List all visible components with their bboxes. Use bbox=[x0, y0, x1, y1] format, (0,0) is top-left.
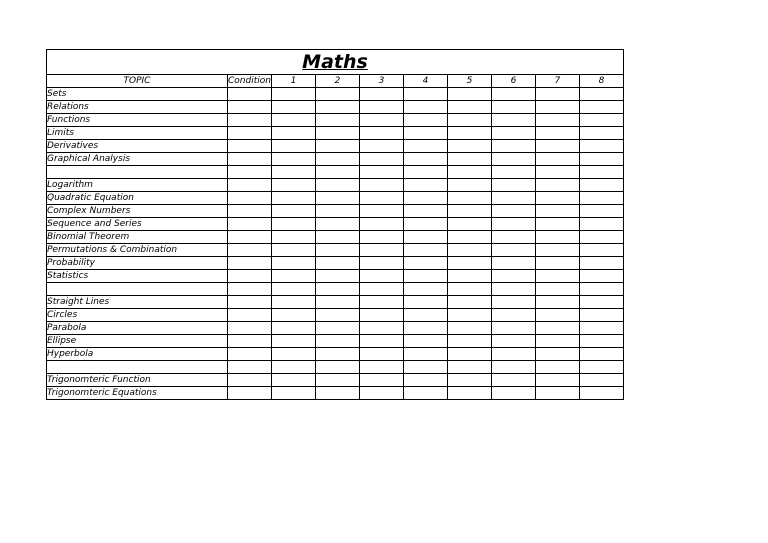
score-cell[interactable] bbox=[272, 257, 316, 270]
score-cell[interactable] bbox=[316, 244, 360, 257]
score-cell[interactable] bbox=[536, 348, 580, 361]
score-cell[interactable] bbox=[316, 114, 360, 127]
score-cell[interactable] bbox=[272, 296, 316, 309]
table-row bbox=[47, 205, 624, 218]
score-cell[interactable] bbox=[492, 361, 536, 374]
table-row bbox=[47, 270, 624, 283]
score-cell[interactable] bbox=[492, 114, 536, 127]
score-cell[interactable] bbox=[536, 166, 580, 179]
condition-cell[interactable] bbox=[228, 348, 272, 361]
score-cell[interactable] bbox=[360, 101, 404, 114]
topic-cell[interactable]: Permutations & Combination bbox=[47, 244, 228, 257]
score-cell[interactable] bbox=[404, 101, 448, 114]
score-cell[interactable] bbox=[536, 231, 580, 244]
topic-cell[interactable]: Functions bbox=[47, 114, 228, 127]
condition-cell[interactable] bbox=[228, 101, 272, 114]
score-cell[interactable] bbox=[536, 153, 580, 166]
score-cell[interactable] bbox=[404, 231, 448, 244]
topic-cell[interactable]: Ellipse bbox=[47, 335, 228, 348]
score-cell[interactable] bbox=[272, 218, 316, 231]
score-cell[interactable] bbox=[272, 192, 316, 205]
score-cell[interactable] bbox=[272, 101, 316, 114]
score-cell[interactable] bbox=[448, 88, 492, 101]
score-cell[interactable] bbox=[580, 192, 624, 205]
header-condition: Condition bbox=[228, 76, 271, 86]
topic-cell[interactable]: Probability bbox=[47, 257, 228, 270]
header-col-8: 8 bbox=[580, 75, 624, 88]
score-cell[interactable] bbox=[316, 309, 360, 322]
score-cell[interactable] bbox=[536, 270, 580, 283]
score-cell[interactable] bbox=[536, 322, 580, 335]
score-cell[interactable] bbox=[360, 127, 404, 140]
table-row bbox=[47, 374, 624, 387]
score-cell[interactable] bbox=[360, 140, 404, 153]
topic-cell[interactable]: Logarithm bbox=[47, 179, 228, 192]
condition-cell[interactable] bbox=[228, 205, 272, 218]
score-cell[interactable] bbox=[316, 218, 360, 231]
condition-cell[interactable] bbox=[228, 114, 272, 127]
score-cell[interactable] bbox=[272, 231, 316, 244]
score-cell[interactable] bbox=[580, 361, 624, 374]
condition-cell[interactable] bbox=[228, 179, 272, 192]
score-cell[interactable] bbox=[272, 270, 316, 283]
score-cell[interactable] bbox=[448, 374, 492, 387]
score-cell[interactable] bbox=[492, 153, 536, 166]
score-cell[interactable] bbox=[272, 348, 316, 361]
score-cell[interactable] bbox=[272, 361, 316, 374]
score-cell[interactable] bbox=[536, 140, 580, 153]
score-cell[interactable] bbox=[272, 153, 316, 166]
score-cell[interactable] bbox=[316, 205, 360, 218]
condition-cell[interactable] bbox=[228, 322, 272, 335]
score-cell[interactable] bbox=[536, 257, 580, 270]
score-cell[interactable] bbox=[492, 127, 536, 140]
score-cell[interactable] bbox=[492, 244, 536, 257]
score-cell[interactable] bbox=[492, 192, 536, 205]
topic-cell[interactable]: Complex Numbers bbox=[47, 205, 228, 218]
score-cell[interactable] bbox=[580, 244, 624, 257]
score-cell[interactable] bbox=[360, 348, 404, 361]
score-cell[interactable] bbox=[404, 387, 448, 400]
table-row bbox=[47, 387, 624, 400]
score-cell[interactable] bbox=[316, 127, 360, 140]
topic-cell[interactable]: Binomial Theorem bbox=[47, 231, 228, 244]
score-cell[interactable] bbox=[448, 361, 492, 374]
maths-topic-table bbox=[46, 49, 624, 400]
score-cell[interactable] bbox=[492, 179, 536, 192]
score-cell[interactable] bbox=[448, 257, 492, 270]
topic-cell[interactable]: Hyperbola bbox=[47, 348, 228, 361]
score-cell[interactable] bbox=[360, 153, 404, 166]
condition-cell[interactable] bbox=[228, 387, 272, 400]
topic-cell[interactable]: Quadratic Equation bbox=[47, 192, 228, 205]
topic-cell[interactable]: Sets bbox=[47, 88, 228, 101]
score-cell[interactable] bbox=[272, 387, 316, 400]
topic-cell[interactable]: Trigonomteric Equations bbox=[47, 387, 228, 400]
table-row bbox=[47, 322, 624, 335]
score-cell[interactable] bbox=[360, 114, 404, 127]
table-row bbox=[47, 88, 624, 101]
table-row bbox=[47, 309, 624, 322]
score-cell[interactable] bbox=[536, 361, 580, 374]
score-cell[interactable] bbox=[536, 374, 580, 387]
table-row bbox=[47, 348, 624, 361]
condition-cell[interactable] bbox=[228, 127, 272, 140]
score-cell[interactable] bbox=[492, 140, 536, 153]
score-cell[interactable] bbox=[580, 127, 624, 140]
condition-cell[interactable] bbox=[228, 153, 272, 166]
score-cell[interactable] bbox=[536, 101, 580, 114]
score-cell[interactable] bbox=[492, 348, 536, 361]
topic-cell[interactable]: Circles bbox=[47, 309, 228, 322]
condition-cell[interactable] bbox=[228, 296, 272, 309]
score-cell[interactable] bbox=[360, 166, 404, 179]
score-cell[interactable] bbox=[404, 309, 448, 322]
score-cell[interactable] bbox=[360, 322, 404, 335]
topic-cell[interactable]: Graphical Analysis bbox=[47, 153, 228, 166]
score-cell[interactable] bbox=[272, 244, 316, 257]
score-cell[interactable] bbox=[272, 140, 316, 153]
score-cell[interactable] bbox=[536, 283, 580, 296]
score-cell[interactable] bbox=[580, 153, 624, 166]
topic-rows bbox=[47, 88, 624, 400]
condition-cell[interactable] bbox=[228, 218, 272, 231]
score-cell[interactable] bbox=[272, 205, 316, 218]
score-cell[interactable] bbox=[448, 179, 492, 192]
score-cell[interactable] bbox=[492, 296, 536, 309]
condition-cell[interactable] bbox=[228, 361, 272, 374]
topic-cell[interactable]: Derivatives bbox=[47, 140, 228, 153]
score-cell[interactable] bbox=[272, 283, 316, 296]
score-cell[interactable] bbox=[316, 166, 360, 179]
score-cell[interactable] bbox=[404, 322, 448, 335]
score-cell[interactable] bbox=[404, 335, 448, 348]
score-cell[interactable] bbox=[536, 127, 580, 140]
score-cell[interactable] bbox=[316, 374, 360, 387]
score-cell[interactable] bbox=[316, 192, 360, 205]
condition-cell[interactable] bbox=[228, 192, 272, 205]
score-cell[interactable] bbox=[448, 296, 492, 309]
score-cell[interactable] bbox=[448, 205, 492, 218]
table-row bbox=[47, 101, 624, 114]
score-cell[interactable] bbox=[360, 335, 404, 348]
score-cell[interactable] bbox=[404, 179, 448, 192]
score-cell[interactable] bbox=[580, 257, 624, 270]
condition-cell[interactable] bbox=[228, 140, 272, 153]
score-cell[interactable] bbox=[404, 361, 448, 374]
table-row bbox=[47, 231, 624, 244]
table-row bbox=[47, 166, 624, 179]
score-cell[interactable] bbox=[580, 114, 624, 127]
score-cell[interactable] bbox=[316, 179, 360, 192]
score-cell[interactable] bbox=[536, 88, 580, 101]
score-cell[interactable] bbox=[404, 192, 448, 205]
score-cell[interactable] bbox=[448, 140, 492, 153]
score-cell[interactable] bbox=[316, 335, 360, 348]
score-cell[interactable] bbox=[448, 283, 492, 296]
score-cell[interactable] bbox=[404, 127, 448, 140]
score-cell[interactable] bbox=[316, 153, 360, 166]
score-cell[interactable] bbox=[404, 244, 448, 257]
score-cell[interactable] bbox=[404, 374, 448, 387]
score-cell[interactable] bbox=[316, 101, 360, 114]
condition-cell[interactable] bbox=[228, 283, 272, 296]
score-cell[interactable] bbox=[448, 322, 492, 335]
score-cell[interactable] bbox=[580, 387, 624, 400]
table-row bbox=[47, 192, 624, 205]
score-cell[interactable] bbox=[272, 88, 316, 101]
score-cell[interactable] bbox=[580, 166, 624, 179]
score-cell[interactable] bbox=[360, 218, 404, 231]
score-cell[interactable] bbox=[404, 218, 448, 231]
score-cell[interactable] bbox=[492, 374, 536, 387]
score-cell[interactable] bbox=[448, 114, 492, 127]
score-cell[interactable] bbox=[360, 270, 404, 283]
score-cell[interactable] bbox=[404, 114, 448, 127]
score-cell[interactable] bbox=[492, 218, 536, 231]
score-cell[interactable] bbox=[360, 257, 404, 270]
score-cell[interactable] bbox=[404, 283, 448, 296]
topic-cell[interactable] bbox=[47, 361, 228, 374]
score-cell[interactable] bbox=[360, 88, 404, 101]
condition-cell[interactable] bbox=[228, 88, 272, 101]
score-cell[interactable] bbox=[272, 114, 316, 127]
score-cell[interactable] bbox=[360, 374, 404, 387]
header-row bbox=[47, 75, 624, 88]
score-cell[interactable] bbox=[316, 387, 360, 400]
score-cell[interactable] bbox=[272, 374, 316, 387]
score-cell[interactable] bbox=[360, 231, 404, 244]
score-cell[interactable] bbox=[448, 348, 492, 361]
score-cell[interactable] bbox=[316, 88, 360, 101]
table-row bbox=[47, 335, 624, 348]
score-cell[interactable] bbox=[360, 205, 404, 218]
topic-cell[interactable]: Limits bbox=[47, 127, 228, 140]
score-cell[interactable] bbox=[448, 387, 492, 400]
table-row bbox=[47, 127, 624, 140]
score-cell[interactable] bbox=[404, 88, 448, 101]
topic-cell[interactable]: Sequence and Series bbox=[47, 218, 228, 231]
score-cell[interactable] bbox=[448, 309, 492, 322]
score-cell[interactable] bbox=[536, 205, 580, 218]
score-cell[interactable] bbox=[272, 127, 316, 140]
score-cell[interactable] bbox=[360, 361, 404, 374]
topic-cell[interactable]: Parabola bbox=[47, 322, 228, 335]
table-row bbox=[47, 218, 624, 231]
score-cell[interactable] bbox=[316, 361, 360, 374]
score-cell[interactable] bbox=[448, 166, 492, 179]
table-row bbox=[47, 257, 624, 270]
score-cell[interactable] bbox=[404, 348, 448, 361]
score-cell[interactable] bbox=[316, 322, 360, 335]
topic-cell[interactable] bbox=[47, 166, 228, 179]
score-cell[interactable] bbox=[404, 205, 448, 218]
score-cell[interactable] bbox=[316, 270, 360, 283]
topic-cell[interactable] bbox=[47, 283, 228, 296]
score-cell[interactable] bbox=[360, 309, 404, 322]
table-row bbox=[47, 140, 624, 153]
table-row bbox=[47, 361, 624, 374]
score-cell[interactable] bbox=[492, 387, 536, 400]
score-cell[interactable] bbox=[580, 335, 624, 348]
score-cell[interactable] bbox=[536, 192, 580, 205]
condition-cell[interactable] bbox=[228, 309, 272, 322]
table-row bbox=[47, 153, 624, 166]
score-cell[interactable] bbox=[360, 296, 404, 309]
header-topic: TOPIC bbox=[47, 75, 228, 88]
score-cell[interactable] bbox=[536, 244, 580, 257]
score-cell[interactable] bbox=[580, 179, 624, 192]
score-cell[interactable] bbox=[580, 296, 624, 309]
condition-cell[interactable] bbox=[228, 270, 272, 283]
score-cell[interactable] bbox=[316, 231, 360, 244]
score-cell[interactable] bbox=[580, 348, 624, 361]
header-col-6: 6 bbox=[492, 75, 536, 88]
condition-cell[interactable] bbox=[228, 335, 272, 348]
score-cell[interactable] bbox=[580, 140, 624, 153]
condition-cell[interactable] bbox=[228, 231, 272, 244]
score-cell[interactable] bbox=[536, 114, 580, 127]
score-cell[interactable] bbox=[580, 283, 624, 296]
header-col-4: 4 bbox=[404, 75, 448, 88]
score-cell[interactable] bbox=[360, 244, 404, 257]
score-cell[interactable] bbox=[580, 218, 624, 231]
score-cell[interactable] bbox=[580, 322, 624, 335]
header-col-5: 5 bbox=[448, 75, 492, 88]
score-cell[interactable] bbox=[448, 218, 492, 231]
score-cell[interactable] bbox=[492, 322, 536, 335]
score-cell[interactable] bbox=[448, 192, 492, 205]
score-cell[interactable] bbox=[492, 257, 536, 270]
score-cell[interactable] bbox=[272, 322, 316, 335]
score-cell[interactable] bbox=[360, 283, 404, 296]
score-cell[interactable] bbox=[580, 374, 624, 387]
condition-cell[interactable] bbox=[228, 166, 272, 179]
score-cell[interactable] bbox=[580, 231, 624, 244]
topic-cell[interactable]: Trigonomteric Function bbox=[47, 374, 228, 387]
score-cell[interactable] bbox=[492, 283, 536, 296]
score-cell[interactable] bbox=[448, 244, 492, 257]
table-row bbox=[47, 179, 624, 192]
score-cell[interactable] bbox=[492, 309, 536, 322]
score-cell[interactable] bbox=[536, 179, 580, 192]
score-cell[interactable] bbox=[272, 166, 316, 179]
score-cell[interactable] bbox=[580, 88, 624, 101]
score-cell[interactable] bbox=[580, 270, 624, 283]
score-cell[interactable] bbox=[272, 335, 316, 348]
score-cell[interactable] bbox=[404, 257, 448, 270]
score-cell[interactable] bbox=[536, 335, 580, 348]
topic-cell[interactable]: Relations bbox=[47, 101, 228, 114]
score-cell[interactable] bbox=[316, 348, 360, 361]
score-cell[interactable] bbox=[492, 101, 536, 114]
score-cell[interactable] bbox=[492, 231, 536, 244]
score-cell[interactable] bbox=[536, 218, 580, 231]
score-cell[interactable] bbox=[360, 179, 404, 192]
topic-cell[interactable]: Statistics bbox=[47, 270, 228, 283]
score-cell[interactable] bbox=[316, 140, 360, 153]
table-row bbox=[47, 114, 624, 127]
score-cell[interactable] bbox=[448, 335, 492, 348]
score-cell[interactable] bbox=[404, 270, 448, 283]
score-cell[interactable] bbox=[404, 140, 448, 153]
score-cell[interactable] bbox=[404, 296, 448, 309]
score-cell[interactable] bbox=[360, 387, 404, 400]
score-cell[interactable] bbox=[360, 192, 404, 205]
score-cell[interactable] bbox=[316, 296, 360, 309]
score-cell[interactable] bbox=[448, 127, 492, 140]
score-cell[interactable] bbox=[492, 166, 536, 179]
score-cell[interactable] bbox=[492, 335, 536, 348]
header-col-7: 7 bbox=[536, 75, 580, 88]
table-row bbox=[47, 283, 624, 296]
score-cell[interactable] bbox=[492, 88, 536, 101]
header-col-3: 3 bbox=[360, 75, 404, 88]
table-row bbox=[47, 244, 624, 257]
sheet-title: Maths bbox=[47, 50, 624, 75]
condition-cell[interactable] bbox=[228, 374, 272, 387]
condition-cell[interactable] bbox=[228, 257, 272, 270]
table-row bbox=[47, 296, 624, 309]
score-cell[interactable] bbox=[580, 205, 624, 218]
score-cell[interactable] bbox=[536, 296, 580, 309]
score-cell[interactable] bbox=[316, 257, 360, 270]
score-cell[interactable] bbox=[580, 101, 624, 114]
score-cell[interactable] bbox=[448, 153, 492, 166]
score-cell[interactable] bbox=[536, 387, 580, 400]
score-cell[interactable] bbox=[536, 309, 580, 322]
score-cell[interactable] bbox=[580, 309, 624, 322]
score-cell[interactable] bbox=[448, 270, 492, 283]
score-cell[interactable] bbox=[316, 283, 360, 296]
score-cell[interactable] bbox=[492, 205, 536, 218]
score-cell[interactable] bbox=[404, 153, 448, 166]
score-cell[interactable] bbox=[448, 101, 492, 114]
header-col-1: 1 bbox=[272, 75, 316, 88]
score-cell[interactable] bbox=[492, 270, 536, 283]
score-cell[interactable] bbox=[448, 231, 492, 244]
header-col-2: 2 bbox=[316, 75, 360, 88]
topic-cell[interactable]: Straight Lines bbox=[47, 296, 228, 309]
condition-cell[interactable] bbox=[228, 244, 272, 257]
score-cell[interactable] bbox=[272, 179, 316, 192]
score-cell[interactable] bbox=[404, 166, 448, 179]
score-cell[interactable] bbox=[272, 309, 316, 322]
